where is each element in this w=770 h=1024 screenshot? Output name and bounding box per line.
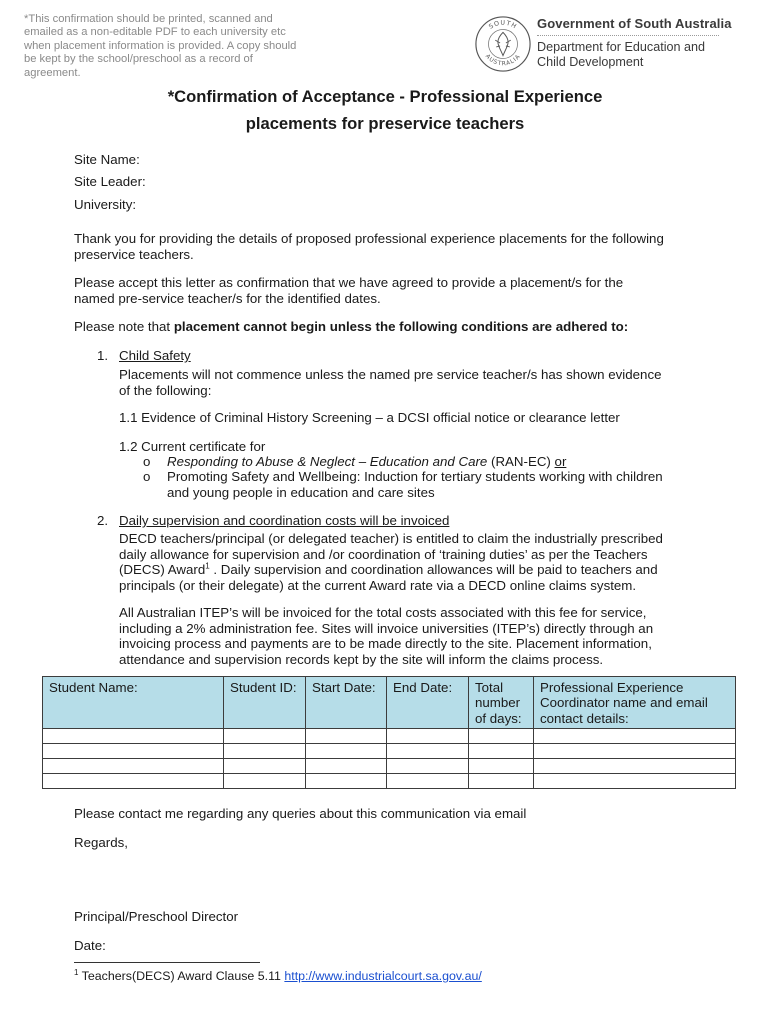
- header-start-date: Start Date:: [306, 677, 387, 729]
- paragraph-line: preservice teachers.: [74, 246, 194, 262]
- paragraph-line: Placements will not commence unless the named pre service teacher/s has shown evidence: [119, 367, 662, 382]
- bullet-glyph: o: [143, 469, 151, 484]
- government-title: Government of South Australia: [537, 16, 732, 31]
- paragraph-line: Thank you for providing the details of proposed professional experience placements for the following: [74, 231, 664, 246]
- footnote: [74, 969, 482, 983]
- print-instruction-note: [24, 13, 324, 80]
- paragraph-line: principals (or their delegate) at the current Award rate via a DECD online claims system.: [119, 577, 637, 593]
- table-cell[interactable]: [43, 759, 224, 774]
- section-2-number: 2.: [97, 513, 109, 528]
- department-line-1: Department for Education and: [537, 40, 706, 54]
- regards-text: Regards,: [74, 835, 128, 850]
- paragraph-line: of the following:: [119, 382, 212, 398]
- section-2-paragraph-2: [119, 605, 653, 667]
- table-cell[interactable]: [224, 774, 306, 789]
- paragraph-bold-text: placement cannot begin unless the following conditions are adhered to:: [173, 319, 629, 334]
- date-label: Date:: [74, 938, 106, 953]
- table-cell[interactable]: [387, 774, 469, 789]
- table-cell[interactable]: [534, 744, 736, 759]
- section-1-item-2: 1.2 Current certificate for: [119, 439, 266, 454]
- paragraph-line: named pre-service teacher/s for the identified dates.: [74, 290, 381, 306]
- table-cell[interactable]: [534, 759, 736, 774]
- paragraph-line: [119, 562, 663, 578]
- footnote-divider: [74, 962, 260, 963]
- bullet-1-italic: Responding to Abuse & Neglect – Education and Care: [167, 454, 488, 469]
- table-header-row: [43, 677, 736, 729]
- table-row: [43, 774, 736, 789]
- svg-text:SOUTH: [488, 20, 518, 31]
- header-student-id: Student ID:: [224, 677, 306, 729]
- seal-bottom-text: AUSTRALIA: [483, 53, 523, 68]
- table-cell[interactable]: [387, 729, 469, 744]
- paragraph-line: attendance and supervision records kept by the site will inform the claims process.: [119, 651, 604, 667]
- paragraph-confirmation: [74, 275, 623, 306]
- table-cell[interactable]: [387, 759, 469, 774]
- department-line-2: Child Development: [537, 54, 644, 69]
- student-placement-table: [42, 676, 736, 789]
- footnote-text: Teachers(DECS) Award Clause 5.11: [78, 969, 285, 983]
- award-text-continued: . Daily supervision and coordination allowances will be paid to teachers and: [209, 562, 658, 577]
- contact-sentence: Please contact me regarding any queries about this communication via email: [74, 806, 527, 821]
- paragraph-line: Please accept this letter as confirmation that we have agreed to provide a placement/s for the: [74, 275, 624, 290]
- note-line: agreement.: [24, 66, 81, 79]
- bullet-2-line: and young people in education and care sites: [167, 484, 435, 500]
- note-line: when placement information is provided. A copy should: [24, 39, 297, 52]
- bullet-glyph: o: [143, 454, 151, 469]
- bullet-2: [167, 469, 663, 500]
- logo-divider: [537, 35, 719, 36]
- table-cell[interactable]: [224, 729, 306, 744]
- note-line: be kept by the school/preschool as a record of: [24, 53, 253, 66]
- table-cell[interactable]: [224, 759, 306, 774]
- section-1-number: 1.: [97, 348, 109, 363]
- page-title-line-2: placements for preservice teachers: [245, 114, 525, 133]
- table-cell[interactable]: [469, 774, 534, 789]
- industrial-court-link[interactable]: http://www.industrialcourt.sa.gov.au/: [284, 969, 482, 983]
- paragraph-conditions: [74, 319, 628, 335]
- table-cell[interactable]: [224, 744, 306, 759]
- table-cell[interactable]: [43, 744, 224, 759]
- bullet-2-line: Promoting Safety and Wellbeing: Induction for tertiary students working with children: [167, 469, 663, 484]
- table-cell[interactable]: [387, 744, 469, 759]
- bullet-1-or: or: [554, 454, 567, 469]
- award-text: (DECS) Award: [119, 562, 206, 577]
- paragraph-line: All Australian ITEP’s will be invoiced for the total costs associated with this fee for service,: [119, 605, 647, 620]
- table-cell[interactable]: [306, 774, 387, 789]
- table-cell[interactable]: [306, 744, 387, 759]
- table-cell[interactable]: [469, 759, 534, 774]
- site-name-label: Site Name:: [74, 152, 140, 167]
- state-seal-icon: [474, 15, 532, 73]
- section-2-paragraph-1: [119, 531, 663, 593]
- paragraph-thank-you: [74, 231, 664, 262]
- table-row: [43, 729, 736, 744]
- bullet-1-text: (RAN-EC): [487, 454, 555, 469]
- section-1-heading: Child Safety: [119, 348, 191, 363]
- table-cell[interactable]: [43, 774, 224, 789]
- header-end-date: End Date:: [387, 677, 469, 729]
- table-cell[interactable]: [306, 759, 387, 774]
- table-cell[interactable]: [469, 729, 534, 744]
- footnote-reference: 1: [205, 561, 210, 571]
- site-leader-label: Site Leader:: [74, 174, 146, 189]
- table-cell[interactable]: [534, 774, 736, 789]
- table-cell[interactable]: [534, 729, 736, 744]
- footnote-mark: 1: [74, 967, 79, 977]
- paragraph-line: including a 2% administration fee. Sites will invoice universities (ITEP’s) directly through an: [119, 620, 654, 636]
- paragraph-line: DECD teachers/principal (or delegated teacher) is entitled to claim the industrially prescribed: [119, 531, 663, 546]
- paragraph-line: daily allowance for supervision and /or coordination of ‘training duties’ as per the Teachers: [119, 546, 648, 562]
- note-line: emailed as a non-editable PDF to each university etc: [24, 26, 286, 39]
- table-cell[interactable]: [43, 729, 224, 744]
- university-label: University:: [74, 197, 137, 212]
- paragraph-text: Please note that: [74, 319, 174, 334]
- paragraph-line: invoicing process and payments are to be made directly to the site. Placement information,: [119, 636, 652, 651]
- section-1-intro: [119, 367, 662, 398]
- bullet-1: [167, 454, 566, 470]
- page-title-line-1: *Confirmation of Acceptance - Professional Experience: [167, 87, 603, 106]
- header-coordinator-contact: Professional Experience Coordinator name and email contact details:: [534, 677, 736, 729]
- seal-top-text: SOUTH: [487, 19, 519, 31]
- table-cell[interactable]: [306, 729, 387, 744]
- table-row: [43, 759, 736, 774]
- government-logo: [537, 16, 737, 69]
- table-cell[interactable]: [469, 744, 534, 759]
- signatory-role: Principal/Preschool Director: [74, 909, 239, 924]
- header-student-name: Student Name:: [43, 677, 224, 729]
- section-1-item-1: 1.1 Evidence of Criminal History Screening – a DCSI official notice or clearance letter: [119, 410, 620, 425]
- header-total-days: Total number of days:: [469, 677, 534, 729]
- note-line: *This confirmation should be printed, scanned and: [24, 13, 273, 25]
- table-row: [43, 744, 736, 759]
- section-2-heading: Daily supervision and coordination costs will be invoiced: [119, 513, 450, 528]
